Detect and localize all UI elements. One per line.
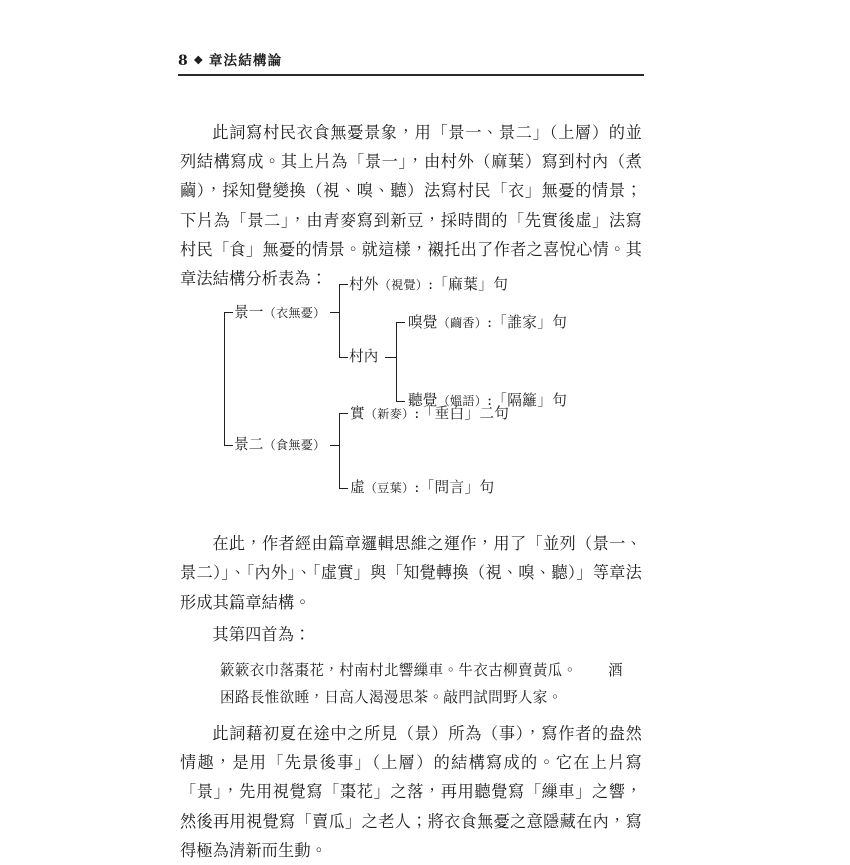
- diagram-jing2-cap-top: [339, 413, 348, 414]
- diagram-node-shi-paren: （新麥）: [364, 407, 415, 421]
- diagram-jing2-cap-bottom: [339, 488, 348, 489]
- diagram-cunnei-children-spine: [396, 322, 397, 402]
- diagram-node-xiujue-quote: 「誰家」: [492, 314, 553, 331]
- diagram-root-spine: [224, 312, 225, 446]
- diagram-node-jing2: [234, 435, 326, 455]
- diagram-cunnei-cap-top: [396, 322, 405, 323]
- spacer-after-quote: [180, 711, 642, 719]
- diagram-root-cap-bottom: [224, 445, 233, 446]
- diagram-node-tingjue-paren: （媼語）: [437, 394, 488, 408]
- paragraph-3: 其第四首為：: [212, 624, 311, 644]
- poem-line-1-tail: 酒: [608, 662, 624, 680]
- diamond-ornament-icon: ❖: [193, 54, 204, 67]
- diagram-node-xu-colon: :: [414, 479, 420, 496]
- diagram-node-cunwai: [349, 275, 508, 295]
- diagram-node-shi-colon: :: [414, 405, 420, 422]
- diagram-node-shi: [350, 404, 509, 424]
- diagram-cunnei-cap-bottom: [396, 401, 405, 402]
- diagram-node-xiujue-tail: 句: [552, 314, 568, 331]
- paragraph-2: 在此，作者經由篇章邏輯思維之運作，用了「並列（景一、景二）」、「內外」、「虛實」與「知覺轉換（視、嗅、聽）」等章法形成其篇章結構。: [180, 534, 642, 612]
- diagram-jing1-cap-bottom: [339, 357, 348, 358]
- running-head-inner: [178, 49, 644, 69]
- diagram-node-xu-label: 虛: [350, 479, 365, 496]
- diagram-node-cunwai-tail: 句: [493, 276, 509, 293]
- diagram-node-jing2-paren: （食無憂）: [263, 438, 326, 452]
- diagram-node-tingjue-colon: :: [487, 392, 493, 409]
- poem-quotation: [180, 657, 642, 711]
- diagram-node-xu-tail: 句: [479, 479, 495, 496]
- poem-line-2: 困路長惟欲睡，日高人渴漫思茶。敲門試問野人家。: [220, 689, 563, 707]
- diagram-node-cunwai-colon: :: [428, 276, 434, 293]
- diagram-node-cunwai-label: 村外: [349, 276, 379, 293]
- diagram-node-xiujue: [408, 313, 567, 333]
- diagram-jing1-children-spine: [339, 284, 340, 358]
- book-title: 章法結構論: [208, 53, 283, 69]
- diagram-root-cap-top: [224, 312, 233, 313]
- page-number: 8: [178, 53, 189, 69]
- poem-line-1: [220, 657, 638, 684]
- diagram-node-shi-label: 實: [350, 405, 365, 422]
- diagram-node-xu-quote: 「問言」: [419, 479, 480, 496]
- diagram-node-cunnei-label: 村內: [349, 348, 379, 365]
- diagram-node-cunwai-quote: 「麻葉」: [433, 276, 494, 293]
- diagram-node-xiujue-colon: :: [487, 314, 493, 331]
- diagram-node-cunnei: [349, 347, 379, 367]
- spacer-before-quote: [180, 649, 642, 657]
- poem-line-1-text: 簌簌衣巾落棗花，村南村北響繅車。牛衣古柳賣黃瓜。: [220, 662, 578, 680]
- paragraph-1: 此詞寫村民衣食無憂景象，用「景一、景二」（上層）的並列結構寫成。其上片為「景一」，由村外（麻葉）寫到村內（煮繭），採知覺變換（視、嗅、聽）法寫村民「衣」無憂的情景；下片為「景二」，由青麥寫到新豆，採時間的「先實後虛」法寫村民「食」無憂的情景。就這樣，襯托出了作者之喜悅心情。其章法結構分析表為：: [180, 123, 642, 289]
- diagram-node-tingjue-tail: 句: [552, 392, 568, 409]
- diagram-node-xiujue-paren: （繭香）: [437, 316, 488, 330]
- diagram-node-xu: [350, 478, 494, 498]
- diagram-jing2-children-spine: [339, 413, 340, 489]
- diagram-node-shi-quote: 「垂白」: [419, 405, 480, 422]
- diagram-node-jing1: [234, 303, 326, 323]
- diagram-node-jing1-label: 景一: [234, 304, 264, 321]
- structure-analysis-diagram: [180, 268, 642, 496]
- header-rule: [178, 74, 644, 76]
- diagram-node-jing1-paren: （衣無憂）: [263, 306, 326, 320]
- paragraph-4: 此詞藉初夏在途中之所見（景）所為（事），寫作者的盎然情趣，是用「先景後事」（上層）的結構寫成的。它在上片寫「景」，先用視覺寫「棗花」之落，再用聽覺寫「繅車」之響，然後再用視覺寫「賣瓜」之老人；將衣食無憂之意隱藏在內，寫得極為清新而生動。: [180, 724, 642, 860]
- diagram-node-tingjue-quote: 「隔籬」: [492, 392, 553, 409]
- diagram-node-jing2-label: 景二: [234, 436, 264, 453]
- diagram-node-xu-paren: （豆葉）: [364, 481, 415, 495]
- diagram-node-shi-tail: 二句: [479, 405, 510, 422]
- diagram-node-tingjue-label: 聽覺: [408, 392, 438, 409]
- diagram-node-xiujue-label: 嗅覺: [408, 314, 438, 331]
- diagram-node-cunwai-paren: （視覺）: [378, 278, 429, 292]
- diagram-jing1-cap-top: [339, 284, 348, 285]
